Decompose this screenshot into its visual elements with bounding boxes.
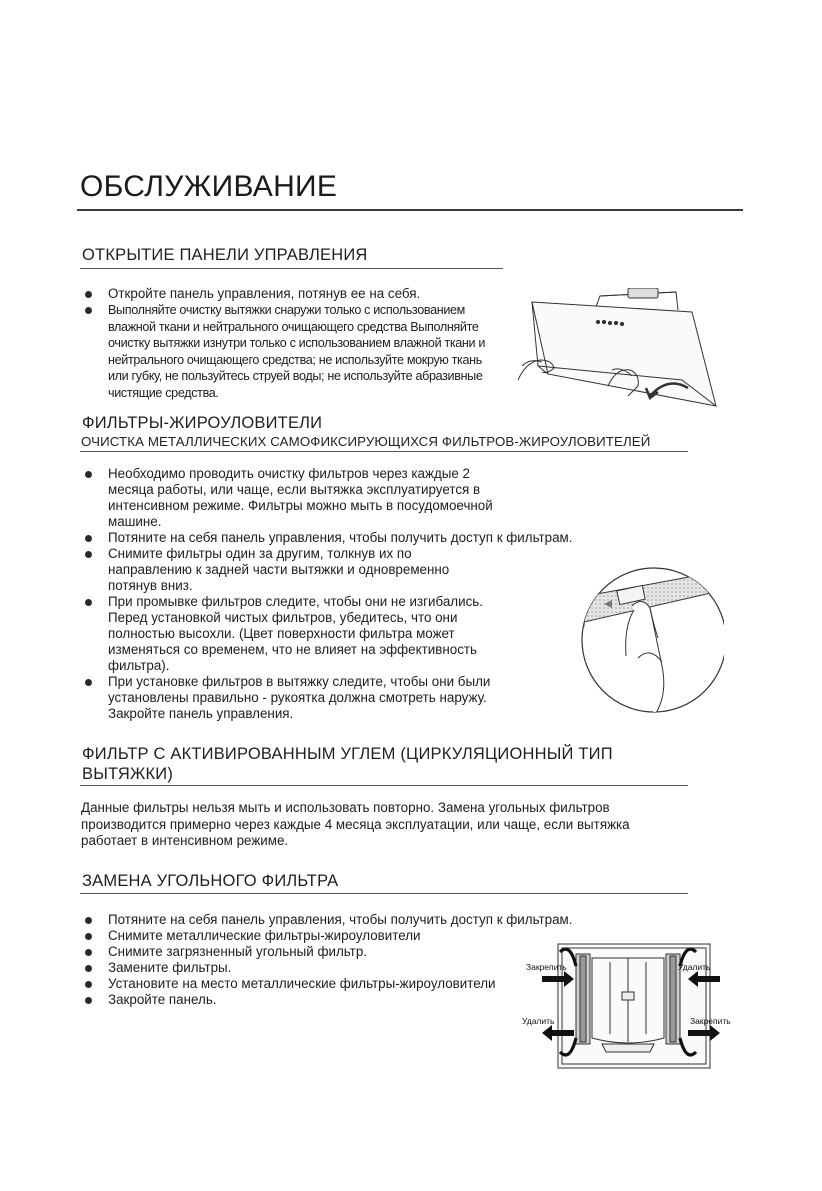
list-item: При установке фильтров в вытяжку следите, чтобы они были установлены правильно - рукоятка должна смотреть наружу. Закройте панель управления. bbox=[81, 674, 523, 722]
section-heading-grease-filters: ФИЛЬТРЫ-ЖИРОУЛОВИТЕЛИ bbox=[82, 414, 323, 432]
section-divider bbox=[80, 268, 503, 269]
list-item: При промывке фильтров следите, чтобы они не изгибались. Перед установкой чистых фильтров, убедитесь, что они полностью высохли. (Цвет поверхности фильтра может изменяться со временем, что не влияет на эффективность фильтра). bbox=[81, 594, 508, 674]
section-heading-replace-carbon: ЗАМЕНА УГОЛЬНОГО ФИЛЬТРА bbox=[82, 872, 339, 890]
replace-carbon-list bbox=[81, 912, 591, 1008]
list-item: Снимите загрязненный угольный фильтр. bbox=[81, 944, 591, 960]
label-remove-right: Удалить bbox=[678, 962, 711, 972]
list-item: Потяните на себя панель управления, чтобы получить доступ к фильтрам. bbox=[81, 530, 536, 546]
page-title: ОБСЛУЖИВАНИЕ bbox=[80, 170, 338, 203]
open-panel-list bbox=[81, 286, 501, 402]
section-heading-open-panel: ОТКРЫТИЕ ПАНЕЛИ УПРАВЛЕНИЯ bbox=[82, 246, 368, 264]
carbon-filter-diagram bbox=[520, 938, 742, 1072]
list-item: Потяните на себя панель управления, чтобы получить доступ к фильтрам. bbox=[81, 912, 591, 928]
label-remove-left: Удалить bbox=[522, 1016, 555, 1026]
section-divider bbox=[80, 451, 688, 452]
list-item: Необходимо проводить очистку фильтров через каждые 2 месяца работы, или чаще, если вытяжка эксплуатируется в интенсивном режиме. Фильтры можно мыть в посудомоечной машине. bbox=[81, 466, 508, 530]
list-item: Снимите металлические фильтры-жироуловители bbox=[81, 928, 591, 944]
title-divider bbox=[77, 209, 743, 211]
list-item: Установите на место металлические фильтры-жироуловители bbox=[81, 976, 591, 992]
section-divider bbox=[80, 785, 688, 786]
list-item: Снимите фильтры один за другим, толкнув их по направлению к задней части вытяжки и одновременно потянув вниз. bbox=[81, 546, 498, 594]
hood-open-panel-illustration bbox=[512, 288, 720, 410]
carbon-filter-paragraph: Данные фильтры нельзя мыть и использовать повторно. Замена угольных фильтров производится примерно через каждые 4 месяца эксплуатации, или чаще, если вытяжка работает в интенсивном режиме. bbox=[81, 800, 630, 848]
section-subheading-grease-filters: ОЧИСТКА МЕТАЛЛИЧЕСКИХ САМОФИКСИРУЮЩИХСЯ ФИЛЬТРОВ-ЖИРОУЛОВИТЕЛЕЙ bbox=[81, 434, 651, 449]
grease-filters-list bbox=[81, 466, 573, 722]
list-item: Замените фильтры. bbox=[81, 960, 591, 976]
list-item: Откройте панель управления, потянув ее на себя. bbox=[81, 286, 501, 302]
label-fix-right: Закрепить bbox=[690, 1016, 731, 1026]
filter-removal-illustration bbox=[554, 566, 724, 716]
section-divider bbox=[80, 893, 688, 894]
list-item: Закройте панель. bbox=[81, 992, 591, 1008]
section-heading-carbon-filter: ФИЛЬТР С АКТИВИРОВАННЫМ УГЛЕМ (ЦИРКУЛЯЦИОННЫЙ ТИП ВЫТЯЖКИ) bbox=[82, 745, 613, 783]
list-item: Выполняйте очистку вытяжки снаружи только с использованием влажной ткани и нейтрального очищающего средства Выполняйте очистку вытяжки изнутри только с использованием влажной ткани и нейтрального очищающего средства; не используйте мокрую ткань или губку, не пользуйтесь струей воды; не используйте абразивные чистящие средства. bbox=[81, 302, 501, 402]
label-fix-left: Закрепить bbox=[526, 962, 567, 972]
